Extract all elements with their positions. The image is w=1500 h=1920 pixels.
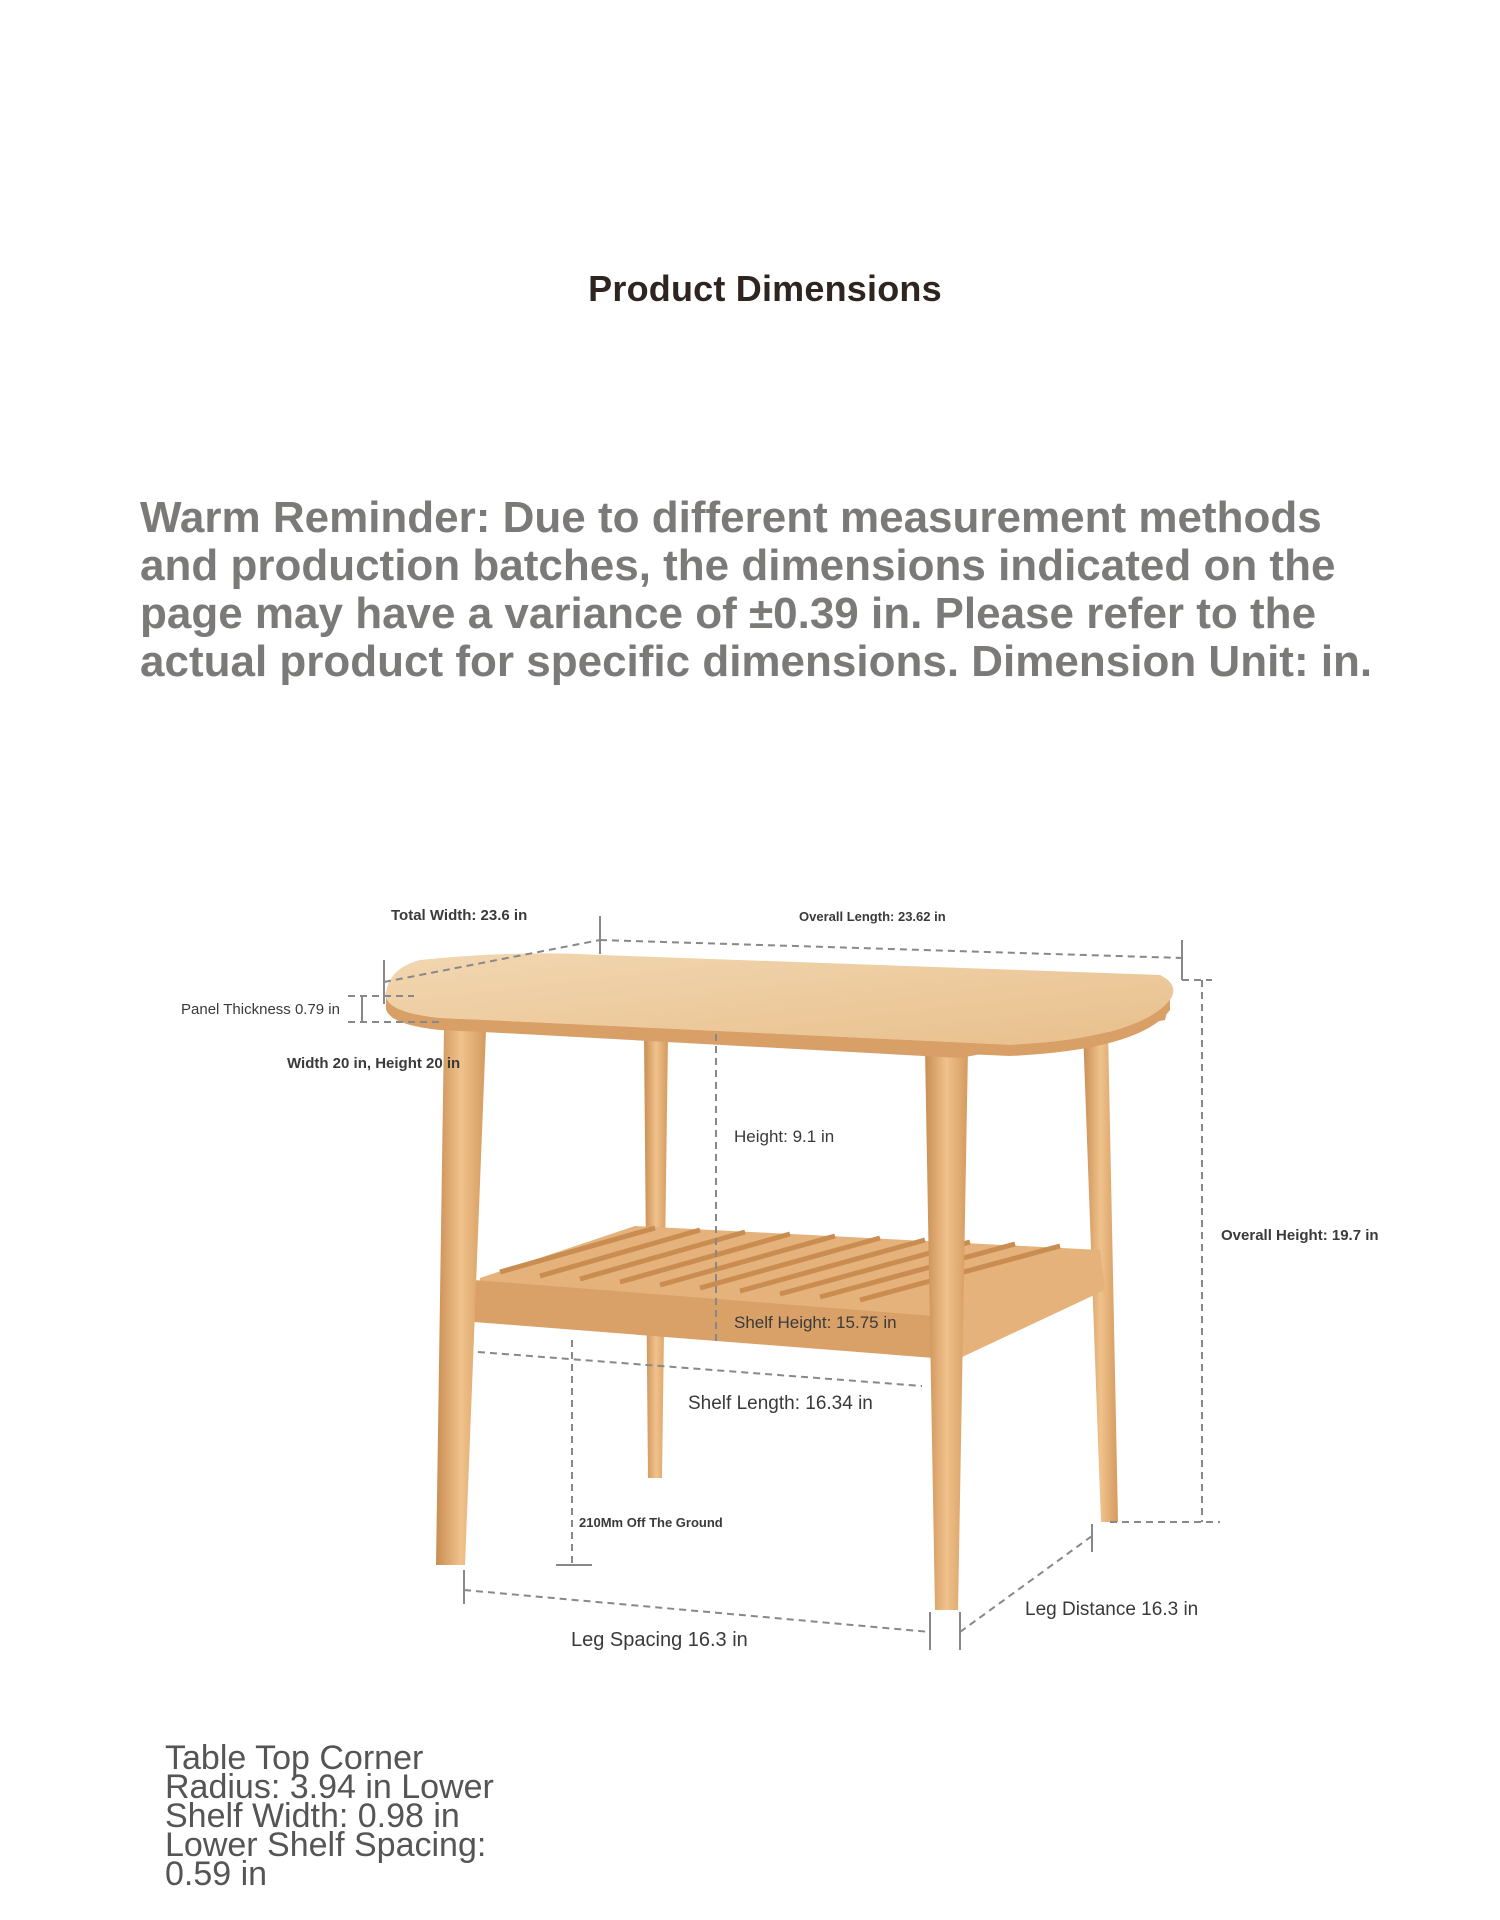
page-title: Product Dimensions xyxy=(588,268,942,309)
total-width-label: Total Width: 23.6 in xyxy=(391,907,528,924)
panel-thickness-label: Panel Thickness 0.79 in xyxy=(181,1001,340,1018)
warm-reminder: Warm Reminder: Due to different measurement methods and production batches, the dimensions indicated on the page may have a variance of ±0.39 in. Please refer to the actual product for specific dimensions. Dimension Unit: in. xyxy=(140,493,1373,686)
lower-shelf xyxy=(474,1226,1105,1360)
shelf-length-label: Shelf Length: 16.34 in xyxy=(688,1393,873,1414)
height-label: Height: 9.1 in xyxy=(734,1127,835,1146)
leg-distance-label: Leg Distance 16.3 in xyxy=(1025,1599,1199,1620)
corner-radius-note: Table Top Corner Radius: 3.94 in Lower Shelf Width: 0.98 in Lower Shelf Spacing: 0.59 in xyxy=(165,1739,494,1893)
off-ground-label: 210Mm Off The Ground xyxy=(579,1515,723,1530)
front-right-leg xyxy=(925,1048,968,1610)
overall-height-label: Overall Height: 19.7 in xyxy=(1221,1227,1379,1244)
shelf-height-label: Shelf Height: 15.75 in xyxy=(734,1313,897,1332)
leg-spacing-label: Leg Spacing 16.3 in xyxy=(571,1629,748,1651)
overall-length-label: Overall Length: 23.62 in xyxy=(799,909,946,924)
width-height-label: Width 20 in, Height 20 in xyxy=(287,1055,461,1072)
